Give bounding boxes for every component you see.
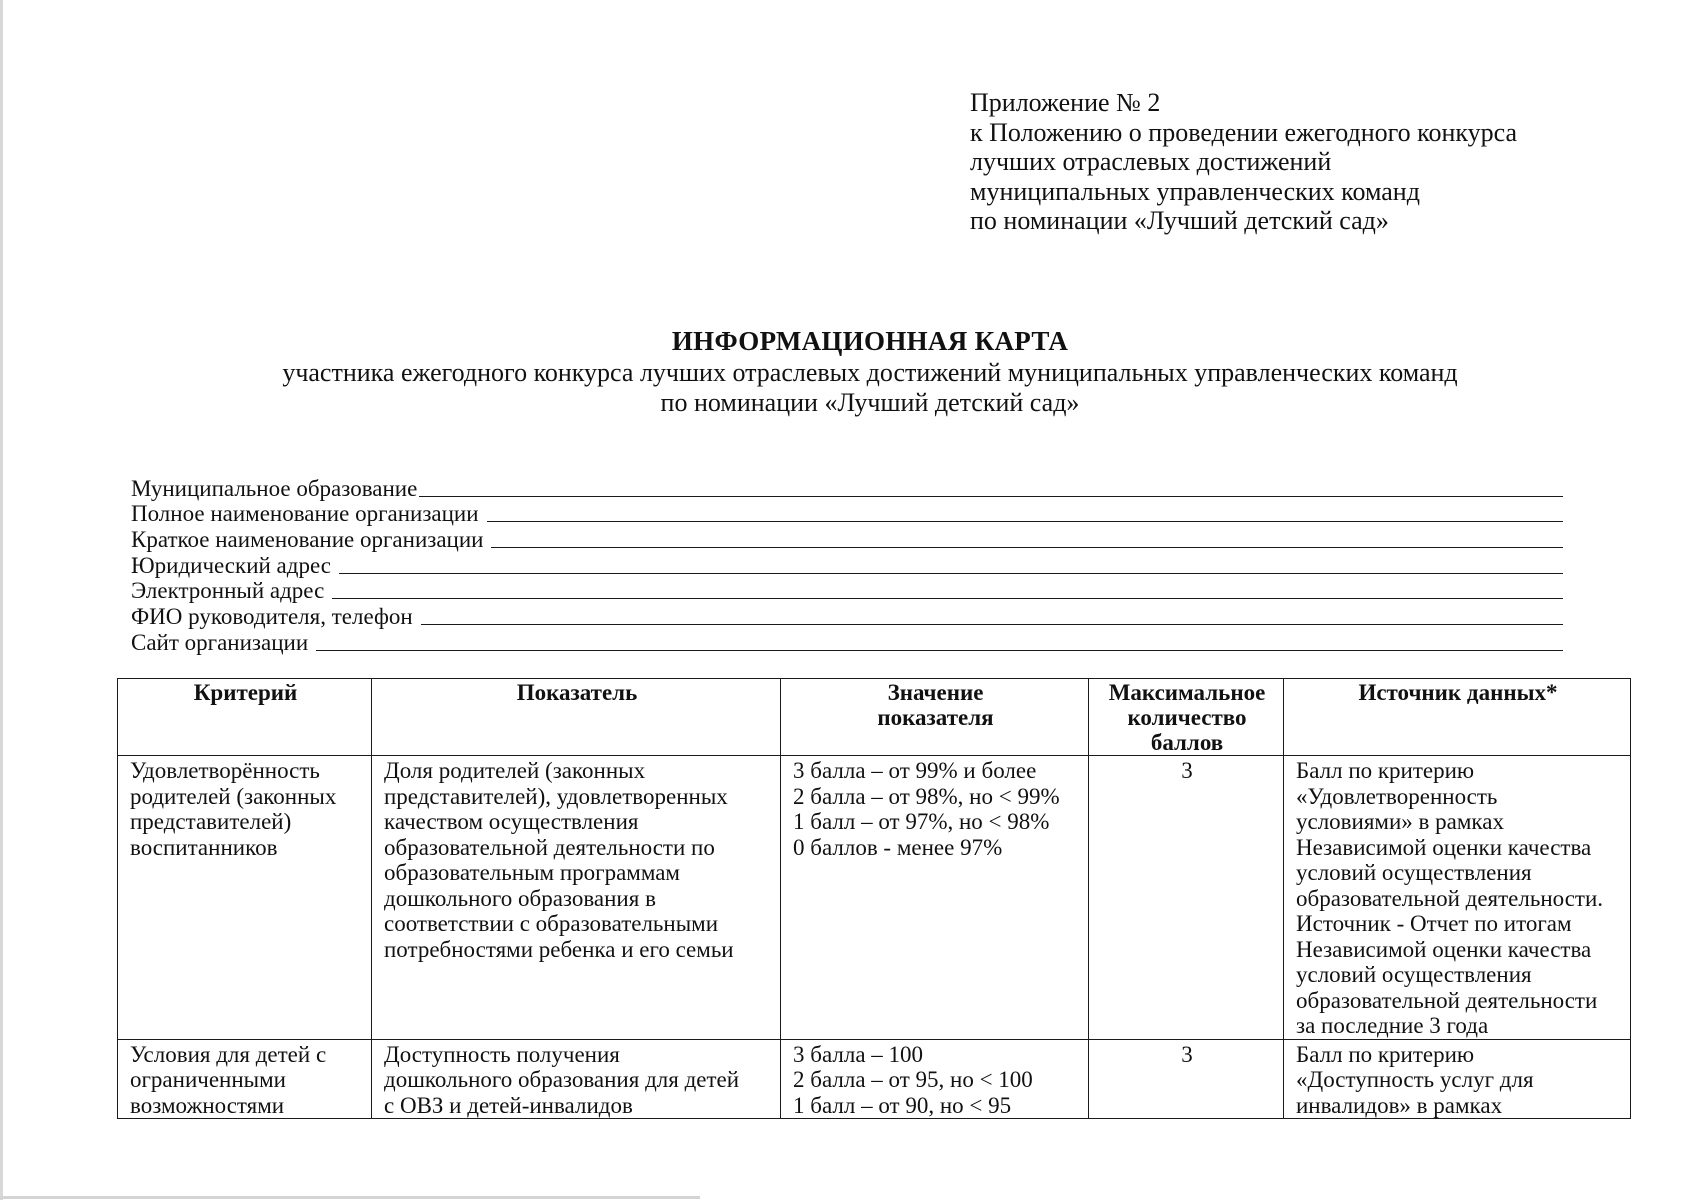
field-director — [131, 602, 1563, 628]
cell-criterion: Условия для детей с ограниченными возможностями — [118, 1039, 372, 1119]
appendix-line: по номинации «Лучший детский сад» — [970, 206, 1389, 235]
field-label: Полное наименование организации — [131, 501, 479, 527]
document-subtitle: по номинации «Лучший детский сад» — [660, 388, 1080, 417]
blank-line — [491, 546, 1563, 548]
appendix-line: муниципальных управленческих команд — [970, 176, 1420, 206]
cell-indicator: Доля родителей (законных представителей), удовлетворенных качеством осуществления образовательной деятельности по образовательным программам дошкольного образования в соответствии с образовательными потребностями ребенка и его семьи — [372, 756, 781, 1040]
blank-line — [487, 520, 1563, 522]
cell-max-points: 3 — [1089, 1039, 1284, 1119]
criteria-table — [117, 678, 1631, 1119]
document-subtitle: участника ежегодного конкурса лучших отраслевых достижений муниципальных управленческих команд — [282, 358, 1458, 387]
field-legal-address — [131, 551, 1563, 577]
header-source: Источник данных* — [1284, 679, 1631, 756]
organization-fields — [131, 474, 1563, 654]
cell-max-points: 3 — [1089, 756, 1284, 1040]
cell-value: 3 балла – 100 2 балла – от 95, но < 100 1 балл – от 90, но < 95 — [781, 1039, 1089, 1119]
document-title: ИНФОРМАЦИОННАЯ КАРТА — [671, 326, 1069, 356]
field-label: Сайт организации — [131, 629, 309, 655]
scan-edge — [0, 0, 3, 1200]
header-criterion: Критерий — [118, 679, 372, 756]
blank-line — [316, 649, 1563, 651]
appendix-note — [970, 88, 1517, 236]
field-full-name — [131, 500, 1563, 526]
cell-criterion: Удовлетворённость родителей (законных представителей) воспитанников — [118, 756, 372, 1040]
field-website — [131, 628, 1563, 654]
cell-value: 3 балла – от 99% и более 2 балла – от 98%, но < 99% 1 балл – от 97%, но < 98% 0 баллов - менее 97% — [781, 756, 1089, 1040]
appendix-line: к Положению о проведении ежегодного конкурса — [970, 117, 1518, 147]
title-block — [0, 324, 1697, 418]
field-label: ФИО руководителя, телефон — [131, 604, 413, 630]
blank-line — [332, 597, 1563, 599]
cell-source: Балл по критерию «Удовлетворенность условиями» в рамках Независимой оценки качества условий осуществления образовательной деятельности. Источник - Отчет по итогам Независимой оценки качества условий осуществления образовательной деятельности за последние 3 года — [1284, 756, 1631, 1040]
blank-line — [419, 495, 1563, 497]
header-indicator: Показатель — [372, 679, 781, 756]
field-label: Электронный адрес — [131, 578, 325, 604]
blank-line — [339, 572, 1563, 574]
field-municipality — [131, 474, 1563, 500]
appendix-line: лучших отраслевых достижений — [970, 147, 1332, 176]
header-max-points: Максимальное количество баллов — [1089, 679, 1284, 756]
blank-line — [421, 623, 1563, 625]
cell-source: Балл по критерию «Доступность услуг для инвалидов» в рамках — [1284, 1039, 1631, 1119]
field-email — [131, 577, 1563, 603]
table-row — [118, 1039, 1631, 1119]
field-label: Муниципальное образование — [131, 475, 418, 501]
field-short-name — [131, 525, 1563, 551]
cell-indicator: Доступность получения дошкольного образования для детей с ОВЗ и детей-инвалидов — [372, 1039, 781, 1119]
table-header-row — [118, 679, 1631, 756]
header-value: Значение показателя — [781, 679, 1089, 756]
table-row — [118, 756, 1631, 1040]
field-label: Краткое наименование организации — [131, 527, 484, 553]
appendix-line: Приложение № 2 — [970, 88, 1161, 117]
field-label: Юридический адрес — [131, 552, 331, 578]
scan-edge — [0, 1196, 700, 1199]
